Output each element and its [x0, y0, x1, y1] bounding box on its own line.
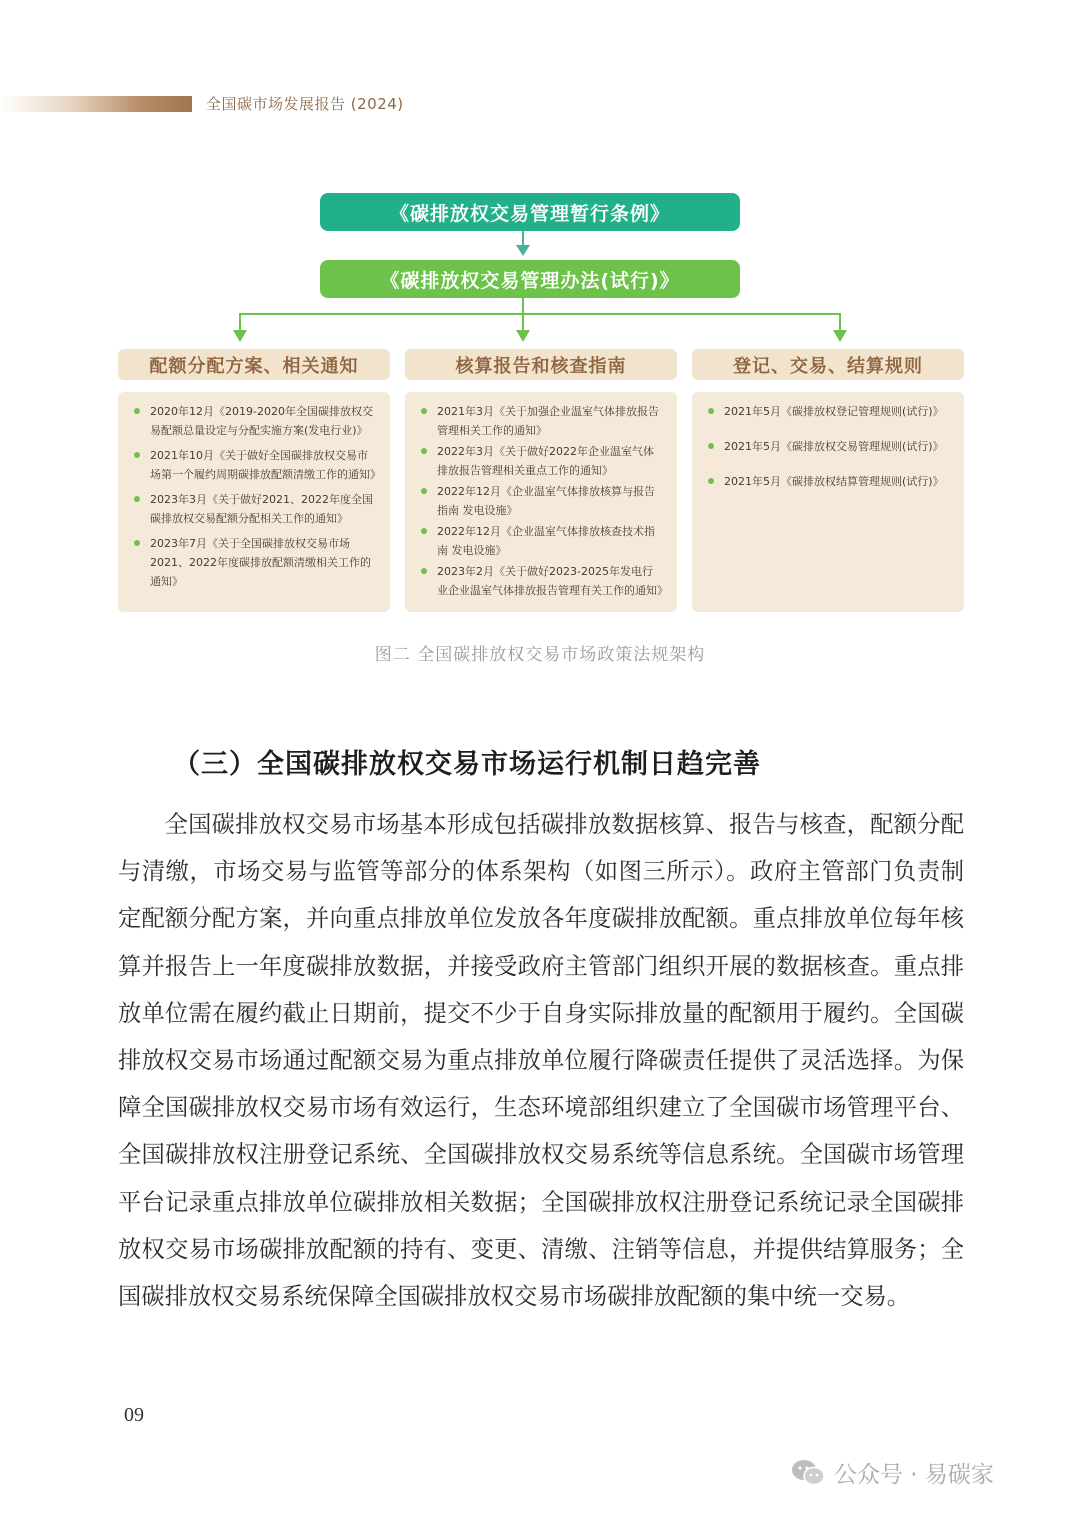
bullet-icon	[708, 478, 714, 484]
list-item: 2023年2月《关于做好2023-2025年发电行业企业温室气体排放报告管理有关工作的通知》	[419, 562, 663, 600]
bullet-icon	[708, 408, 714, 414]
bullet-icon	[134, 452, 140, 458]
rules-list	[692, 392, 964, 612]
list-item: 2021年5月《碳排放权登记管理规则(试行)》	[706, 402, 950, 421]
regulation-box: 《碳排放权交易管理暂行条例》	[320, 193, 740, 231]
column-title-allocation: 配额分配方案、相关通知	[118, 349, 390, 380]
flow-arrows	[0, 0, 1080, 360]
reporting-list	[405, 392, 677, 612]
section-heading: （三）全国碳排放权交易市场运行机制日趋完善	[173, 749, 761, 780]
bullet-icon	[134, 408, 140, 414]
bullet-icon	[708, 443, 714, 449]
bullet-icon	[421, 408, 427, 414]
bullet-icon	[421, 568, 427, 574]
list-item: 2021年5月《碳排放权交易管理规则(试行)》	[706, 437, 950, 456]
list-item: 2021年3月《关于加强企业温室气体排放报告管理相关工作的通知》	[419, 402, 663, 440]
list-item: 2020年12月《2019-2020年全国碳排放权交易配额总量设定与分配实施方案(发电行业)》	[132, 402, 376, 440]
column-title-reporting: 核算报告和核查指南	[405, 349, 677, 380]
running-header: 全国碳市场发展报告 (2024)	[206, 95, 404, 113]
bullet-icon	[134, 496, 140, 502]
bullet-icon	[421, 488, 427, 494]
list-item: 2022年3月《关于做好2022年企业温室气体排放报告管理相关重点工作的通知》	[419, 442, 663, 480]
list-item: 2022年12月《企业温室气体排放核算与报告指南 发电设施》	[419, 482, 663, 520]
bullet-icon	[421, 528, 427, 534]
page-number: 09	[124, 1404, 144, 1426]
bullet-icon	[134, 540, 140, 546]
watermark	[790, 1456, 994, 1489]
list-item: 2022年12月《企业温室气体排放核查技术指南 发电设施》	[419, 522, 663, 560]
column-title-rules: 登记、交易、结算规则	[692, 349, 964, 380]
wechat-icon	[790, 1458, 826, 1488]
list-item: 2023年7月《关于全国碳排放权交易市场2021、2022年度碳排放配额清缴相关工作的通知》	[132, 534, 376, 591]
measures-box: 《碳排放权交易管理办法(试行)》	[320, 260, 740, 298]
figure-caption: 图二 全国碳排放权交易市场政策法规架构	[374, 645, 706, 665]
list-item: 2021年10月《关于做好全国碳排放权交易市场第一个履约周期碳排放配额清缴工作的通知》	[132, 446, 376, 484]
bullet-icon	[421, 448, 427, 454]
list-item: 2023年3月《关于做好2021、2022年度全国碳排放权交易配额分配相关工作的通知》	[132, 490, 376, 528]
watermark-text: 公众号 · 易碳家	[834, 1462, 994, 1488]
allocation-list	[118, 392, 390, 612]
list-item: 2021年5月《碳排放权结算管理规则(试行)》	[706, 472, 950, 491]
body-paragraph: 全国碳排放权交易市场基本形成包括碳排放数据核算、报告与核查，配额分配与清缴，市场交易与监管等部分的体系架构（如图三所示）。政府主管部门负责制定配额分配方案，并向重点排放单位发放各年度碳排放配额。重点排放单位每年核算并报告上一年度碳排放数据，并接受政府主管部门组织开展的数据核查。重点排放单位需在履约截止日期前，提交不少于自身实际排放量的配额用于履约。全国碳排放权交易市场通过配额交易为重点排放单位履行降碳责任提供了灵活选择。为保障全国碳排放权交易市场有效运行，生态环境部组织建立了全国碳市场管理平台、全国碳排放权注册登记系统、全国碳排放权交易系统等信息系统。全国碳市场管理平台记录重点排放单位碳排放相关数据；全国碳排放权注册登记系统记录全国碳排放权交易市场碳排放配额的持有、变更、清缴、注销等信息，并提供结算服务；全国碳排放权交易系统保障全国碳排放权交易市场碳排放配额的集中统一交易。	[118, 811, 964, 1311]
